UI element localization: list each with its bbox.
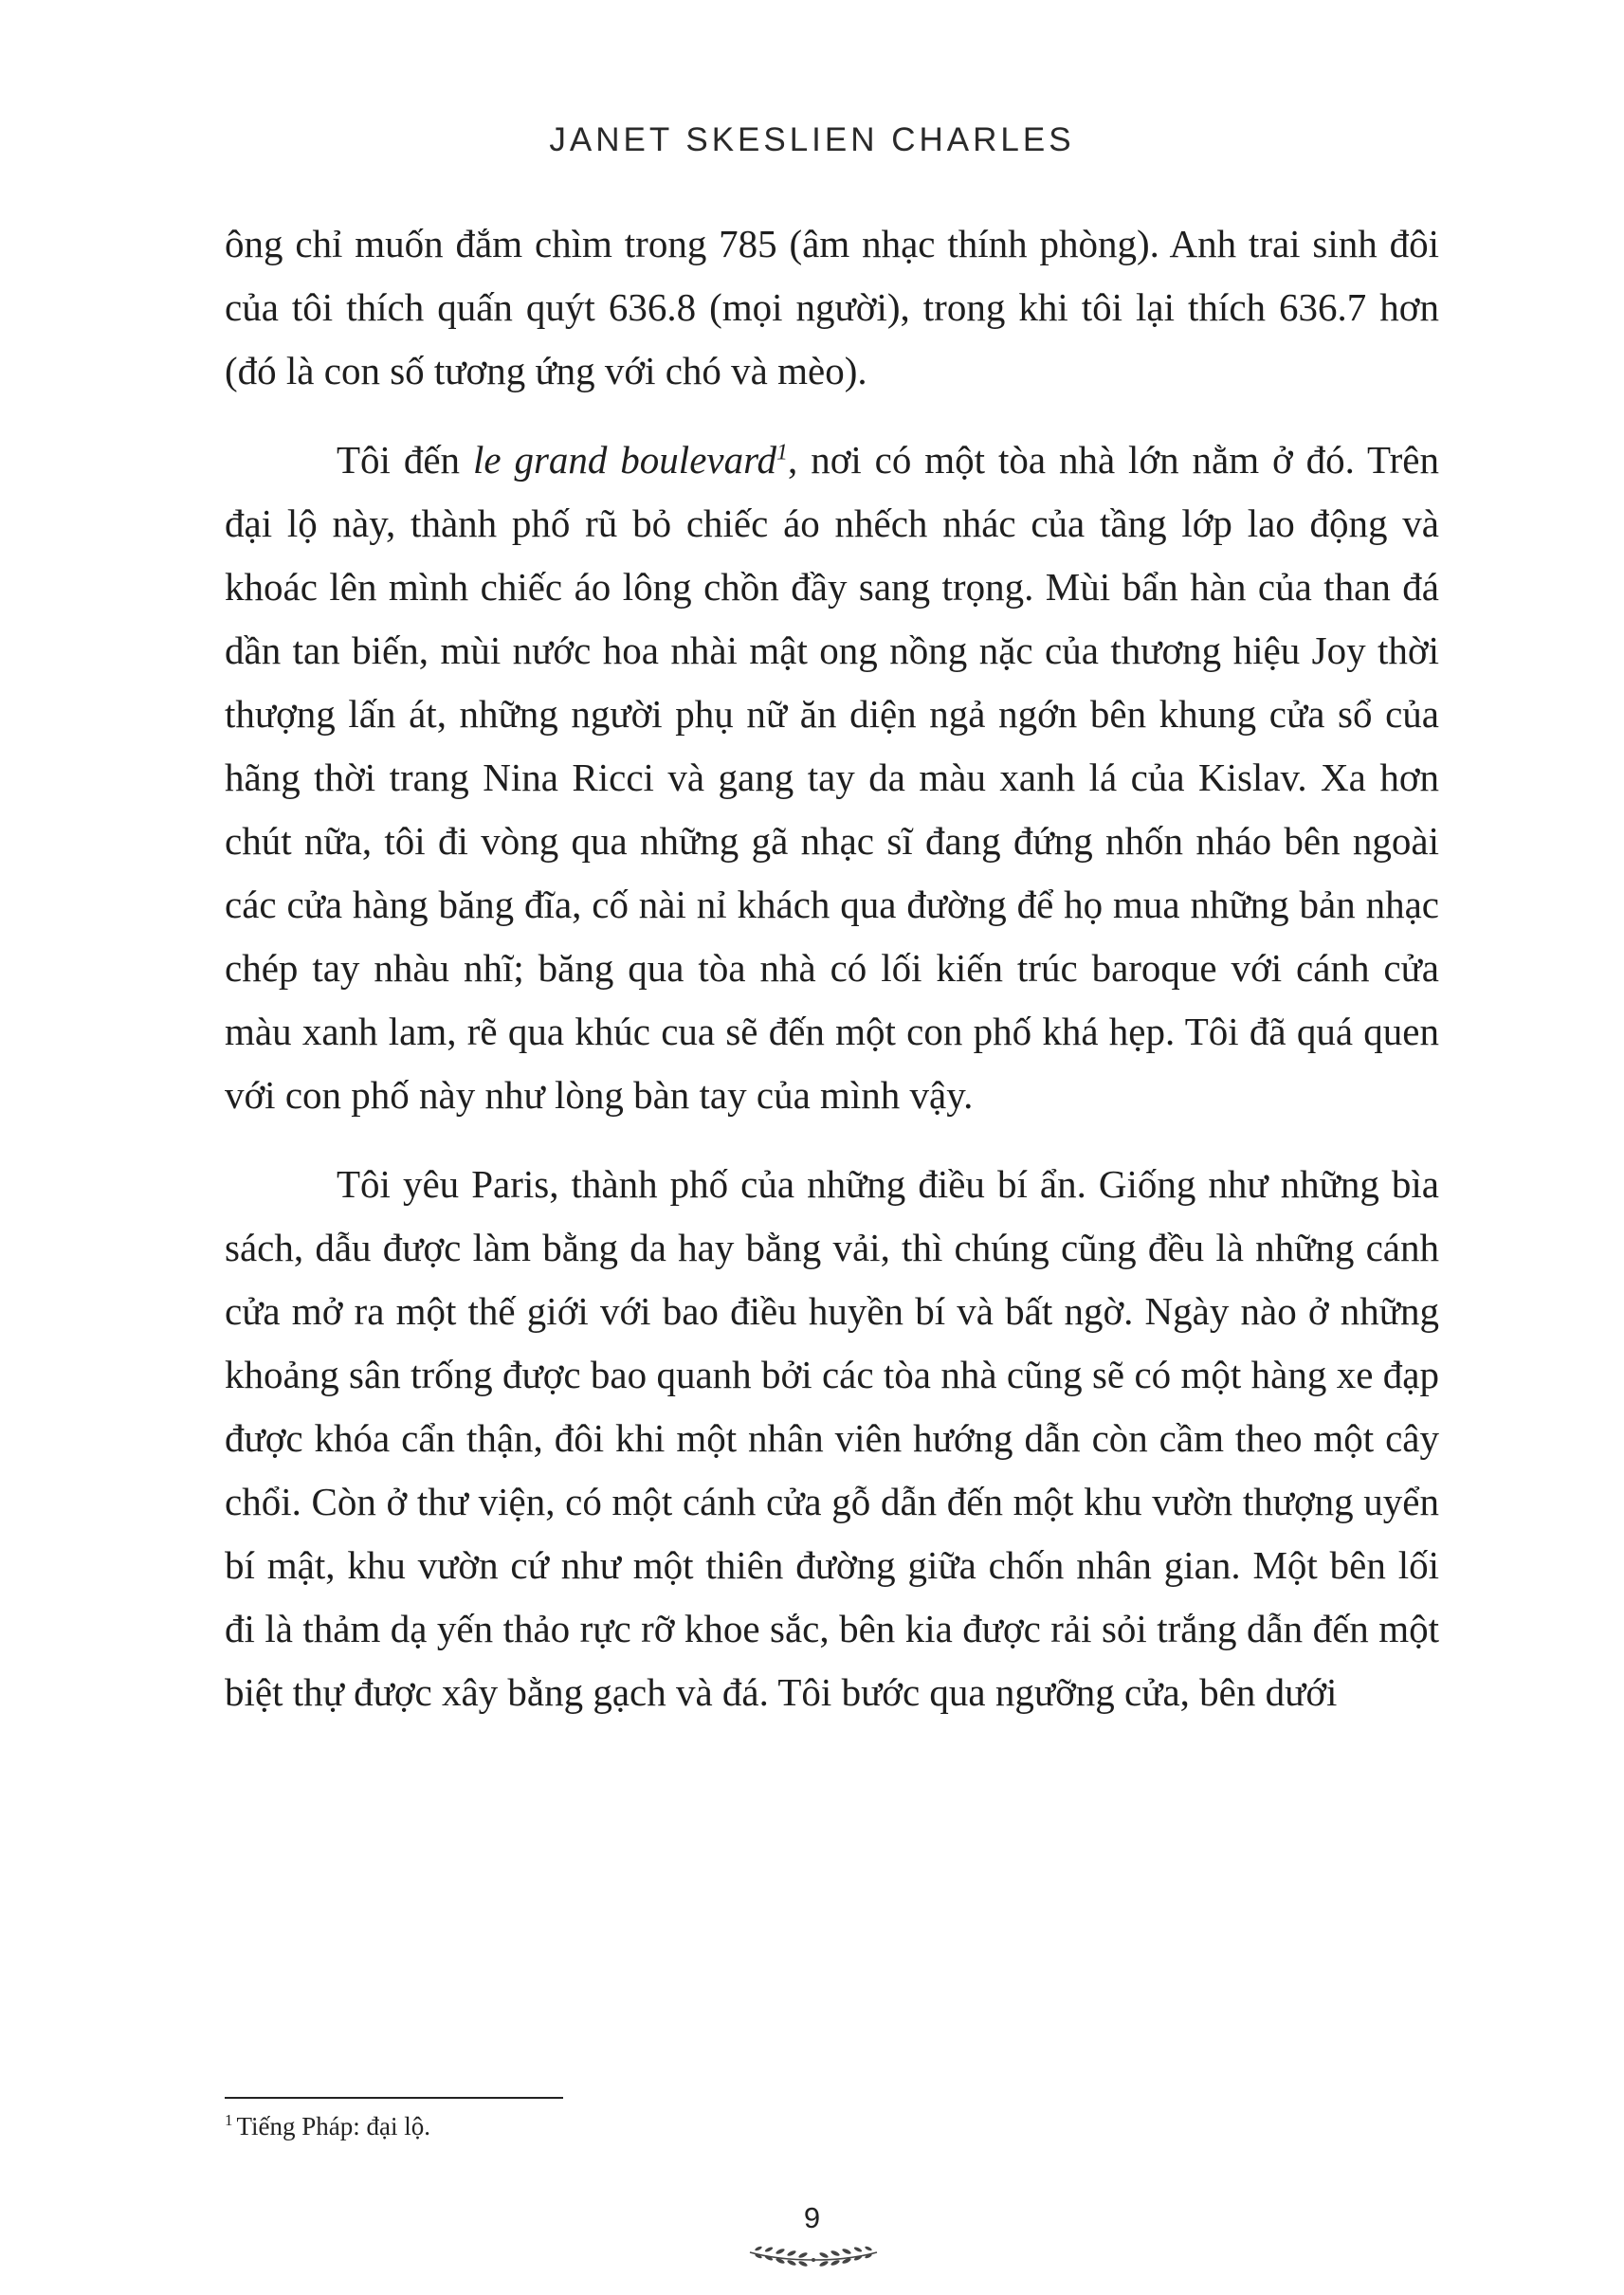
footnote-text: Tiếng Pháp: đại lộ. <box>236 2112 431 2140</box>
footnote-reference: 1 <box>776 440 789 465</box>
paragraph-3: Tôi yêu Paris, thành phố của những điều bí ẩn. Giống như những bìa sách, dẫu được làm bằng da hay bằng vải, thì chúng cũng đều là những cánh cửa mở ra một thế giới với bao điều huyền bí và bất ngờ. Ngày nào ở những khoảng sân trống được bao quanh bởi các tòa nhà cũng sẽ có một hàng xe đạp được khóa cẩn thận, đôi khi một nhân viên hướng dẫn còn cầm theo một cây chổi. Còn ở thư viện, có một cánh cửa gỗ dẫn đến một khu vườn thượng uyển bí mật, khu vườn cứ như một thiên đường giữa chốn nhân gian. Một bên lối đi là thảm dạ yến thảo rực rỡ khoe sắc, bên kia được rải sỏi trắng dẫn đến một biệt thự được xây bằng gạch và đá. Tôi bước qua ngưỡng cửa, bên dưới <box>225 1162 1439 1714</box>
paragraph-2-rest: , nơi có một tòa nhà lớn nằm ở đó. Trên đại lộ này, thành phố rũ bỏ chiếc áo nhếch nhác của tầng lớp lao động và khoác lên mình chiếc áo lông chồn đầy sang trọng. Mùi bẩn hàn của than đá dần tan biến, mùi nước hoa nhài mật ong nồng nặc của thương hiệu Joy thời thượng lấn át, những người phụ nữ ăn diện ngả ngớn bên khung cửa sổ của hãng thời trang Nina Ricci và gang tay da màu xanh lá của Kislav. Xa hơn chút nữa, tôi đi vòng qua những gã nhạc sĩ đang đứng nhốn nháo bên ngoài các cửa hàng băng đĩa, cố nài nỉ khách qua đường để họ mua những bản nhạc chép tay nhàu nhĩ; băng qua tòa nhà có lối kiến trúc baroque với cánh cửa màu xanh lam, rẽ qua khúc cua sẽ đến một con phố khá hẹp. Tôi đã quá quen với con phố này như lòng bàn tay của mình vậy. <box>225 438 1439 1117</box>
italic-phrase: le grand boulevard <box>472 438 777 482</box>
laurel-ornament-icon <box>742 2239 885 2271</box>
paragraph-2 <box>225 428 1439 1127</box>
page-number: 9 <box>803 2201 821 2234</box>
footnote-divider <box>225 2097 563 2099</box>
body-text <box>225 212 1439 1724</box>
footnote-number: 1 <box>225 2111 233 2129</box>
paragraph-1: ông chỉ muốn đắm chìm trong 785 (âm nhạc thính phòng). Anh trai sinh đôi của tôi thích quấn quýt 636.8 (mọi người), trong khi tôi lại thích 636.7 hơn (đó là con số tương ứng với chó và mèo). <box>225 222 1439 392</box>
footnote <box>225 2112 430 2141</box>
running-header: JANET SKESLIEN CHARLES <box>549 121 1075 158</box>
paragraph-2-lead: Tôi đến <box>337 438 473 482</box>
